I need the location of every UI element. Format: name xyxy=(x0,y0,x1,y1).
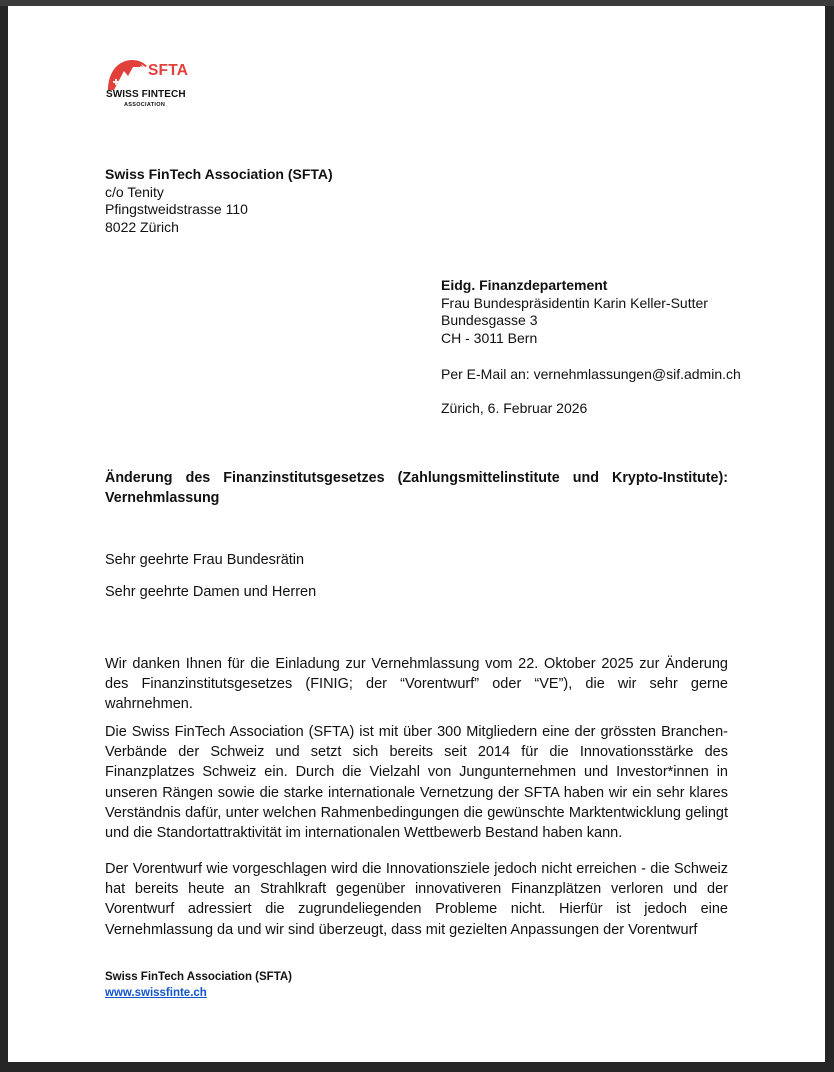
document-page xyxy=(8,6,825,1062)
recipient-line: CH - 3011 Bern xyxy=(441,329,538,346)
sender-line: c/o Tenity xyxy=(105,183,164,200)
sfta-logo xyxy=(106,56,206,116)
subject-heading: Änderung des Finanzinstitutsgesetzes (Zahlungsmittelinstitute und Krypto-Institute): Vernehmlassung xyxy=(105,470,728,506)
body-paragraph: Die Swiss FinTech Association (SFTA) ist mit über 300 Mitgliedern eine der grössten Branchen-Verbände der Schweiz und setzt sich bereits seit 2014 für die Innovationsstärke des Finanzplatzes Schweiz ein. Durch die Vielzahl von Jungunternehmen und Investor*innen in unseren Rängen sowie die starke internationale Vernetzung der SFTA haben wir ein sehr klares Verständnis dafür, unter welchen Rahmenbedingungen die gewünschte Marktentwicklung gelingt und die Standortattraktivität im internationalen Wettbewerb Bestand haben kann. xyxy=(105,724,728,842)
recipient-address xyxy=(441,277,708,347)
logo-acronym: SFTA xyxy=(148,62,189,79)
mountain-logo-icon xyxy=(106,56,150,90)
body-paragraph: Wir danken Ihnen für die Einladung zur Vernehmlassung vom 22. Oktober 2025 zur Änderung des Finanzinstitutsgesetzes (FINIG; der “Vorentwurf” oder “VE”), die wir sehr gerne wahrnehmen. xyxy=(105,656,728,713)
recipient-line: Bundesgasse 3 xyxy=(441,312,538,328)
salutation: Sehr geehrte Frau Bundesrätin xyxy=(105,552,305,568)
sender-line: 8022 Zürich xyxy=(105,218,179,235)
sender-address xyxy=(105,166,333,236)
footer-website-link[interactable]: www.swissfinte.ch xyxy=(105,987,207,999)
logo-name: SWISS FINTECH xyxy=(106,89,186,100)
body-paragraph: Der Vorentwurf wie vorgeschlagen wird die Innovationsziele jedoch nicht erreichen - die Schweiz hat bereits heute an Strahlkraft gegenüber innovativeren Finanzplätzen verloren und der Vorentwurf adressiert die zugrundeliegenden Probleme nicht. Hierfür ist jedoch eine Vernehmlassung da und wir sind überzeugt, dass mit gezielten Anpassungen der Vorentwurf xyxy=(105,861,728,938)
salutation: Sehr geehrte Damen und Herren xyxy=(105,584,317,600)
footer-org: Swiss FinTech Association (SFTA) xyxy=(105,971,293,983)
date-line: Zürich, 6. Februar 2026 xyxy=(441,400,588,416)
sender-line: Pfingstweidstrasse 110 xyxy=(105,201,248,217)
recipient-name: Eidg. Finanzdepartement xyxy=(441,277,608,293)
email-line: Per E-Mail an: vernehmlassungen@sif.admin.ch xyxy=(441,366,741,382)
recipient-line: Frau Bundespräsidentin Karin Keller-Sutter xyxy=(441,294,708,311)
logo-subname: ASSOCIATION xyxy=(124,102,166,108)
sender-name: Swiss FinTech Association (SFTA) xyxy=(105,166,333,182)
page-footer xyxy=(105,969,292,1001)
